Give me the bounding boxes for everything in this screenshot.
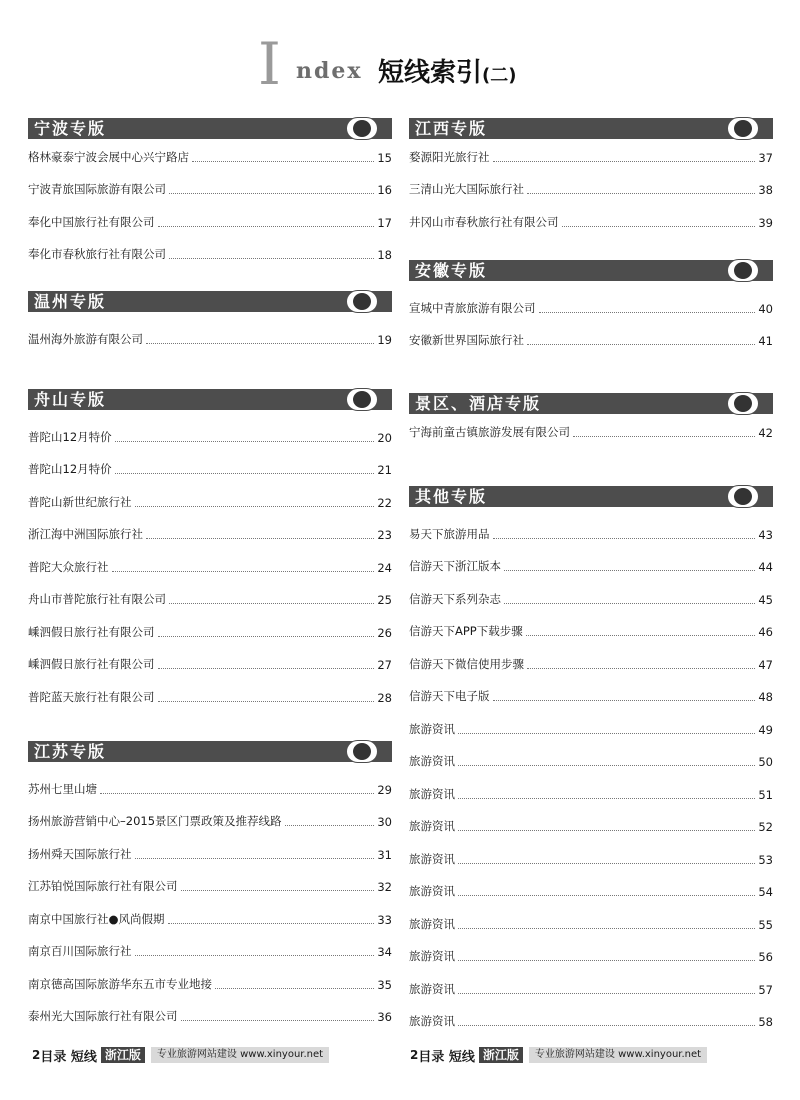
entry-page-number: 47 bbox=[758, 657, 773, 672]
entry-page-number: 57 bbox=[758, 982, 773, 997]
entry-name: 嵊泗假日旅行社有限公司 bbox=[28, 624, 155, 639]
title-chinese bbox=[378, 52, 516, 89]
index-entry[interactable] bbox=[409, 809, 773, 842]
dot-leader bbox=[493, 161, 756, 162]
dot-leader bbox=[526, 635, 756, 636]
section-title: 景区、酒店专版 bbox=[415, 394, 542, 413]
index-entry[interactable] bbox=[28, 419, 392, 452]
entry-name: 南京中国旅行社●风尚假期 bbox=[28, 911, 165, 926]
dot-leader bbox=[181, 1020, 375, 1021]
entry-page-number: 34 bbox=[377, 945, 392, 959]
entry-list bbox=[409, 290, 773, 355]
dot-leader bbox=[158, 226, 375, 227]
entry-name: 旅游资讯 bbox=[409, 884, 455, 898]
index-entry[interactable] bbox=[409, 971, 773, 1004]
entry-page-number: 51 bbox=[758, 787, 773, 802]
dot-leader bbox=[562, 226, 756, 227]
dot-leader bbox=[285, 825, 375, 826]
entry-name: 安徽新世界国际旅行社 bbox=[409, 333, 524, 347]
entry-name: 信游天下微信使用步骤 bbox=[409, 656, 524, 671]
footer-tagline: 专业旅游网站建设 www.xinyour.net bbox=[151, 1047, 329, 1063]
entry-page-number: 50 bbox=[758, 755, 773, 769]
index-entry[interactable] bbox=[409, 939, 773, 972]
dot-leader bbox=[158, 701, 375, 702]
entry-page-number: 58 bbox=[758, 1015, 773, 1029]
entry-page-number: 26 bbox=[377, 625, 392, 640]
circle-bullet-icon bbox=[346, 388, 378, 411]
index-entry[interactable] bbox=[28, 836, 392, 869]
section-title: 宁波专版 bbox=[34, 119, 107, 138]
entry-page-number: 49 bbox=[758, 722, 773, 737]
entry-name: 嵊泗假日旅行社有限公司 bbox=[28, 657, 155, 671]
dot-leader bbox=[181, 890, 375, 891]
index-section bbox=[409, 118, 773, 237]
entry-name: 南京德高国际旅游华东五市专业地接 bbox=[28, 976, 212, 991]
footer-right bbox=[410, 1046, 707, 1064]
circle-bullet-icon bbox=[346, 290, 378, 313]
section-title: 温州专版 bbox=[34, 292, 107, 311]
entry-page-number: 46 bbox=[758, 625, 773, 639]
index-entry[interactable] bbox=[28, 804, 392, 837]
section-title: 江苏专版 bbox=[34, 742, 107, 761]
entry-page-number: 27 bbox=[377, 658, 392, 672]
entry-name: 普陀山12月特价 bbox=[28, 462, 112, 476]
index-entry[interactable] bbox=[28, 679, 392, 712]
entry-name: 旅游资讯 bbox=[409, 754, 455, 768]
index-entry[interactable] bbox=[28, 582, 392, 615]
index-entry[interactable] bbox=[28, 517, 392, 550]
circle-bullet-icon bbox=[727, 485, 759, 508]
entry-name: 井冈山市春秋旅行社有限公司 bbox=[409, 214, 559, 229]
entry-page-number: 33 bbox=[377, 912, 392, 927]
circle-bullet-icon bbox=[727, 259, 759, 282]
section-header bbox=[409, 393, 773, 414]
entry-name: 旅游资讯 bbox=[409, 1014, 455, 1028]
footer-edition-badge: 浙江版 bbox=[479, 1047, 523, 1063]
entry-list bbox=[409, 516, 773, 1036]
index-section bbox=[28, 291, 392, 354]
index-entry[interactable] bbox=[409, 323, 773, 356]
entry-page-number: 30 bbox=[377, 815, 392, 829]
entry-page-number: 54 bbox=[758, 885, 773, 899]
title-suffix: (二) bbox=[482, 65, 517, 86]
entry-list bbox=[28, 771, 392, 1031]
entry-name: 奉化市春秋旅行社有限公司 bbox=[28, 247, 166, 261]
index-entry[interactable] bbox=[28, 172, 392, 205]
entry-name: 旅游资讯 bbox=[409, 949, 455, 963]
index-entry[interactable] bbox=[28, 647, 392, 680]
entry-name: 旅游资讯 bbox=[409, 851, 455, 866]
dot-leader bbox=[504, 603, 755, 604]
circle-bullet-icon bbox=[727, 117, 759, 140]
dot-leader bbox=[112, 571, 375, 572]
entry-page-number: 29 bbox=[377, 782, 392, 797]
entry-page-number: 16 bbox=[377, 183, 392, 197]
dot-leader bbox=[168, 923, 375, 924]
index-section bbox=[28, 389, 392, 712]
entry-page-number: 17 bbox=[377, 215, 392, 230]
entry-name: 普陀大众旅行社 bbox=[28, 559, 109, 574]
index-section bbox=[28, 118, 392, 269]
entry-page-number: 45 bbox=[758, 592, 773, 607]
entry-page-number: 42 bbox=[758, 425, 773, 440]
index-entry[interactable] bbox=[409, 906, 773, 939]
entry-name: 信游天下浙江版本 bbox=[409, 559, 501, 573]
index-entry[interactable] bbox=[28, 204, 392, 237]
dot-leader bbox=[158, 668, 375, 669]
entry-name: 信游天下电子版 bbox=[409, 689, 490, 703]
entry-name: 宁波青旅国际旅游有限公司 bbox=[28, 182, 166, 196]
index-entry[interactable] bbox=[409, 581, 773, 614]
entry-name: 舟山市普陀旅行社有限公司 bbox=[28, 592, 166, 606]
index-entry[interactable] bbox=[409, 679, 773, 712]
dot-leader bbox=[458, 895, 755, 896]
footer-tagline: 专业旅游网站建设 www.xinyour.net bbox=[529, 1047, 707, 1063]
entry-name: 婺源阳光旅行社 bbox=[409, 149, 490, 164]
section-header bbox=[28, 389, 392, 410]
dot-leader bbox=[146, 343, 374, 344]
section-header bbox=[28, 118, 392, 139]
dot-leader bbox=[458, 993, 755, 994]
entry-page-number: 43 bbox=[758, 527, 773, 542]
index-entry[interactable] bbox=[409, 172, 773, 205]
index-entry[interactable] bbox=[409, 614, 773, 647]
dot-leader bbox=[573, 436, 755, 437]
dot-leader bbox=[115, 473, 375, 474]
index-entry[interactable] bbox=[409, 711, 773, 744]
index-section bbox=[409, 260, 773, 355]
section-header bbox=[28, 741, 392, 762]
footer-page-number: 2 bbox=[32, 1048, 41, 1062]
index-entry[interactable] bbox=[28, 321, 392, 354]
index-entry[interactable] bbox=[409, 549, 773, 582]
dot-leader bbox=[169, 193, 374, 194]
entry-name: 南京百川国际旅行社 bbox=[28, 944, 132, 958]
entry-page-number: 24 bbox=[377, 560, 392, 575]
section-title: 江西专版 bbox=[415, 119, 488, 138]
index-entry[interactable] bbox=[28, 614, 392, 647]
entry-name: 格林豪泰宁波会展中心兴宁路店 bbox=[28, 149, 189, 164]
circle-bullet-icon bbox=[346, 740, 378, 763]
entry-page-number: 48 bbox=[758, 690, 773, 704]
entry-page-number: 39 bbox=[758, 215, 773, 230]
entry-page-number: 18 bbox=[377, 248, 392, 262]
entry-name: 旅游资讯 bbox=[409, 916, 455, 931]
dot-leader bbox=[135, 506, 375, 507]
entry-list bbox=[28, 419, 392, 712]
entry-page-number: 31 bbox=[377, 847, 392, 862]
index-entry[interactable] bbox=[28, 966, 392, 999]
title-initial-letter: I bbox=[258, 30, 281, 98]
index-entry[interactable] bbox=[409, 1004, 773, 1037]
dot-leader bbox=[527, 668, 755, 669]
index-entry[interactable] bbox=[409, 646, 773, 679]
index-entry[interactable] bbox=[409, 744, 773, 777]
index-entry[interactable] bbox=[28, 999, 392, 1032]
entry-page-number: 22 bbox=[377, 495, 392, 510]
dot-leader bbox=[527, 193, 755, 194]
footer-brand: 目录 短线 bbox=[418, 1049, 475, 1065]
index-entry[interactable] bbox=[409, 874, 773, 907]
entry-list bbox=[409, 414, 773, 447]
index-section bbox=[28, 741, 392, 1031]
entry-page-number: 52 bbox=[758, 820, 773, 834]
footer-page-number: 2 bbox=[410, 1048, 419, 1062]
entry-page-number: 15 bbox=[377, 150, 392, 165]
index-entry[interactable] bbox=[28, 901, 392, 934]
entry-page-number: 44 bbox=[758, 560, 773, 574]
entry-page-number: 53 bbox=[758, 852, 773, 867]
entry-page-number: 41 bbox=[758, 334, 773, 348]
entry-name: 旅游资讯 bbox=[409, 786, 455, 801]
entry-page-number: 20 bbox=[377, 430, 392, 445]
dot-leader bbox=[158, 636, 375, 637]
entry-name: 温州海外旅游有限公司 bbox=[28, 331, 143, 346]
dot-leader bbox=[192, 161, 374, 162]
entry-name: 旅游资讯 bbox=[409, 819, 455, 833]
entry-name: 江苏铂悦国际旅行社有限公司 bbox=[28, 879, 178, 893]
dot-leader bbox=[539, 312, 756, 313]
entry-name: 泰州光大国际旅行社有限公司 bbox=[28, 1009, 178, 1023]
index-entry[interactable] bbox=[28, 934, 392, 967]
index-entry[interactable] bbox=[28, 237, 392, 270]
dot-leader bbox=[169, 603, 374, 604]
index-entry[interactable] bbox=[409, 204, 773, 237]
dot-leader bbox=[100, 793, 374, 794]
entry-page-number: 37 bbox=[758, 150, 773, 165]
entry-name: 旅游资讯 bbox=[409, 721, 455, 736]
entry-name: 三清山光大国际旅行社 bbox=[409, 182, 524, 196]
dot-leader bbox=[504, 570, 755, 571]
section-header bbox=[409, 486, 773, 507]
footer-left bbox=[32, 1046, 329, 1064]
dot-leader bbox=[135, 858, 375, 859]
entry-name: 宁海前童古镇旅游发展有限公司 bbox=[409, 424, 570, 439]
entry-page-number: 55 bbox=[758, 917, 773, 932]
entry-page-number: 56 bbox=[758, 950, 773, 964]
entry-name: 信游天下系列杂志 bbox=[409, 591, 501, 606]
entry-name: 宣城中青旅旅游有限公司 bbox=[409, 300, 536, 315]
entry-page-number: 38 bbox=[758, 183, 773, 197]
entry-page-number: 19 bbox=[377, 332, 392, 347]
dot-leader bbox=[493, 700, 756, 701]
entry-name: 普陀山12月特价 bbox=[28, 429, 112, 444]
title-main: 短线索引 bbox=[378, 58, 483, 88]
index-entry[interactable] bbox=[409, 776, 773, 809]
index-entry[interactable] bbox=[28, 869, 392, 902]
circle-bullet-icon bbox=[727, 392, 759, 415]
dot-leader bbox=[493, 538, 756, 539]
entry-list bbox=[28, 139, 392, 269]
index-entry[interactable] bbox=[28, 484, 392, 517]
entry-page-number: 23 bbox=[377, 528, 392, 542]
entry-list bbox=[409, 139, 773, 237]
section-title: 安徽专版 bbox=[415, 261, 488, 280]
entry-page-number: 32 bbox=[377, 880, 392, 894]
index-entry[interactable] bbox=[28, 549, 392, 582]
index-entry[interactable] bbox=[409, 414, 773, 447]
dot-leader bbox=[458, 863, 755, 864]
section-title: 舟山专版 bbox=[34, 390, 107, 409]
title-latin-word: ndex bbox=[296, 58, 363, 84]
entry-name: 普陀山新世纪旅行社 bbox=[28, 494, 132, 509]
index-entry[interactable] bbox=[409, 290, 773, 323]
section-header bbox=[409, 118, 773, 139]
entry-page-number: 35 bbox=[377, 977, 392, 992]
entry-page-number: 25 bbox=[377, 593, 392, 607]
index-entry[interactable] bbox=[28, 452, 392, 485]
dot-leader bbox=[458, 733, 755, 734]
dot-leader bbox=[458, 960, 755, 961]
index-entry[interactable] bbox=[409, 841, 773, 874]
dot-leader bbox=[115, 441, 375, 442]
entry-page-number: 28 bbox=[377, 690, 392, 705]
index-entry[interactable] bbox=[409, 139, 773, 172]
entry-name: 奉化中国旅行社有限公司 bbox=[28, 214, 155, 229]
dot-leader bbox=[458, 765, 755, 766]
dot-leader bbox=[146, 538, 374, 539]
entry-list bbox=[28, 321, 392, 354]
section-title: 其他专版 bbox=[415, 487, 488, 506]
index-entry[interactable] bbox=[28, 771, 392, 804]
dot-leader bbox=[458, 1025, 755, 1026]
dot-leader bbox=[458, 928, 755, 929]
entry-page-number: 40 bbox=[758, 301, 773, 316]
circle-bullet-icon bbox=[346, 117, 378, 140]
entry-name: 苏州七里山塘 bbox=[28, 781, 97, 796]
dot-leader bbox=[169, 258, 374, 259]
entry-name: 信游天下APP下载步骤 bbox=[409, 624, 523, 638]
entry-page-number: 36 bbox=[377, 1010, 392, 1024]
entry-name: 旅游资讯 bbox=[409, 981, 455, 996]
section-header bbox=[28, 291, 392, 312]
entry-name: 易天下旅游用品 bbox=[409, 526, 490, 541]
index-section bbox=[409, 486, 773, 1036]
dot-leader bbox=[527, 344, 755, 345]
dot-leader bbox=[458, 830, 755, 831]
section-header bbox=[409, 260, 773, 281]
entry-name: 浙江海中洲国际旅行社 bbox=[28, 527, 143, 541]
index-entry[interactable] bbox=[28, 139, 392, 172]
dot-leader bbox=[458, 798, 755, 799]
entry-name: 扬州舜天国际旅行社 bbox=[28, 846, 132, 861]
footer-brand: 目录 短线 bbox=[40, 1049, 97, 1065]
entry-name: 扬州旅游营销中心–2015景区门票政策及推荐线路 bbox=[28, 814, 282, 828]
footer-edition-badge: 浙江版 bbox=[101, 1047, 145, 1063]
index-entry[interactable] bbox=[409, 516, 773, 549]
entry-page-number: 21 bbox=[377, 463, 392, 477]
index-section bbox=[409, 393, 773, 447]
dot-leader bbox=[135, 955, 375, 956]
entry-name: 普陀蓝天旅行社有限公司 bbox=[28, 689, 155, 704]
dot-leader bbox=[215, 988, 374, 989]
